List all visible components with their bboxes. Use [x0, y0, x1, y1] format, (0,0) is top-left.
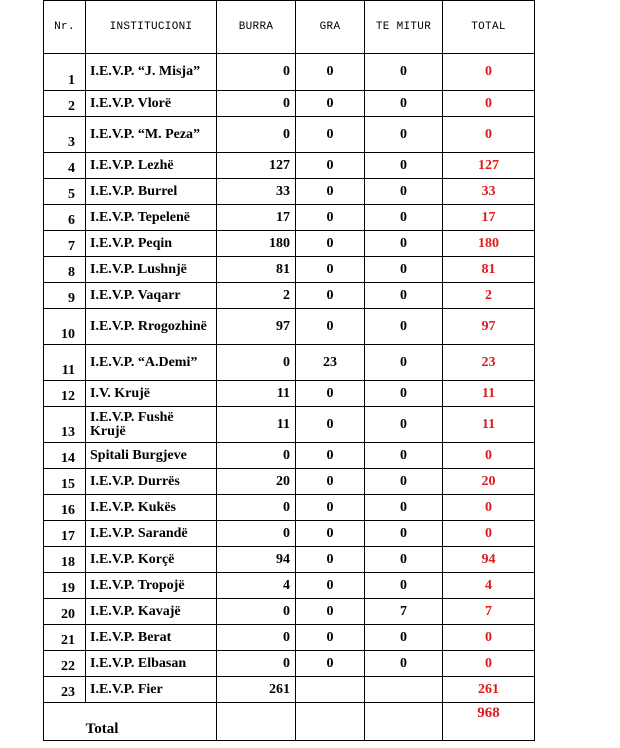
- row-number: 12: [44, 381, 86, 407]
- table-row: [44, 521, 535, 547]
- institution-name: I.E.V.P. Tepelenë: [86, 205, 217, 231]
- row-number: 17: [44, 521, 86, 547]
- table-row: [44, 257, 535, 283]
- total-value: 81: [443, 257, 535, 283]
- table-row: [44, 117, 535, 153]
- gra-value: 0: [296, 117, 365, 153]
- institution-name: I.E.V.P. Elbasan: [86, 651, 217, 677]
- institution-name: I.E.V.P. Peqin: [86, 231, 217, 257]
- table-row: [44, 91, 535, 117]
- row-number: 9: [44, 283, 86, 309]
- row-number: 3: [44, 117, 86, 153]
- total-value: 261: [443, 677, 535, 703]
- row-number: 21: [44, 625, 86, 651]
- header-gra: GRA: [296, 1, 365, 54]
- burra-value: 2: [217, 283, 296, 309]
- row-number: 19: [44, 573, 86, 599]
- row-number: 16: [44, 495, 86, 521]
- burra-value: 11: [217, 407, 296, 443]
- gra-value: 0: [296, 283, 365, 309]
- table-header-row: [44, 1, 535, 54]
- row-number: 1: [44, 54, 86, 91]
- te-mitur-value: [365, 677, 443, 703]
- table-row: [44, 495, 535, 521]
- burra-value: 180: [217, 231, 296, 257]
- total-value: 7: [443, 599, 535, 625]
- burra-value: 11: [217, 381, 296, 407]
- institution-name: I.E.V.P. Lushnjë: [86, 257, 217, 283]
- header-nr: Nr.: [44, 1, 86, 54]
- total-value: 0: [443, 521, 535, 547]
- table-row: [44, 231, 535, 257]
- total-value: 2: [443, 283, 535, 309]
- table-row: [44, 625, 535, 651]
- table-row: [44, 283, 535, 309]
- total-value: 17: [443, 205, 535, 231]
- institution-name: I.V. Krujë: [86, 381, 217, 407]
- row-number: 13: [44, 407, 86, 443]
- gra-value: 0: [296, 205, 365, 231]
- total-value: 4: [443, 573, 535, 599]
- row-number: 8: [44, 257, 86, 283]
- institution-name: I.E.V.P. “A.Demi”: [86, 345, 217, 381]
- total-value: 180: [443, 231, 535, 257]
- te-mitur-value: 0: [365, 381, 443, 407]
- te-mitur-value: 0: [365, 521, 443, 547]
- gra-value: 0: [296, 547, 365, 573]
- table-row: [44, 153, 535, 179]
- total-value: 23: [443, 345, 535, 381]
- row-number: 20: [44, 599, 86, 625]
- te-mitur-value: 0: [365, 469, 443, 495]
- burra-value: 127: [217, 153, 296, 179]
- gra-value: 0: [296, 179, 365, 205]
- gra-value: 0: [296, 599, 365, 625]
- te-mitur-value: 0: [365, 651, 443, 677]
- gra-value: 0: [296, 469, 365, 495]
- total-value: 0: [443, 91, 535, 117]
- total-value: 0: [443, 117, 535, 153]
- te-mitur-value: 0: [365, 407, 443, 443]
- total-value: 97: [443, 309, 535, 345]
- row-number: 10: [44, 309, 86, 345]
- table-row: [44, 469, 535, 495]
- row-number: 23: [44, 677, 86, 703]
- burra-value: 0: [217, 54, 296, 91]
- table-row: [44, 381, 535, 407]
- row-number: 7: [44, 231, 86, 257]
- burra-value: 33: [217, 179, 296, 205]
- institution-name: I.E.V.P. Kukës: [86, 495, 217, 521]
- footer-gra-empty: [296, 703, 365, 741]
- table-row: [44, 54, 535, 91]
- burra-value: 17: [217, 205, 296, 231]
- institution-name: I.E.V.P. “J. Misja”: [86, 54, 217, 91]
- institution-name: I.E.V.P. Korçë: [86, 547, 217, 573]
- total-value: 0: [443, 495, 535, 521]
- te-mitur-value: 0: [365, 179, 443, 205]
- burra-value: 0: [217, 521, 296, 547]
- burra-value: 0: [217, 91, 296, 117]
- gra-value: 0: [296, 573, 365, 599]
- institution-name: I.E.V.P. Kavajë: [86, 599, 217, 625]
- header-institucioni: INSTITUCIONI: [86, 1, 217, 54]
- institution-name: I.E.V.P. Rrogozhinë: [86, 309, 217, 345]
- institution-name: I.E.V.P. Berat: [86, 625, 217, 651]
- institution-name: I.E.V.P. “M. Peza”: [86, 117, 217, 153]
- total-value: 0: [443, 625, 535, 651]
- document-page: [43, 0, 534, 741]
- row-number: 5: [44, 179, 86, 205]
- row-number: 2: [44, 91, 86, 117]
- total-value: 11: [443, 381, 535, 407]
- burra-value: 0: [217, 117, 296, 153]
- burra-value: 94: [217, 547, 296, 573]
- te-mitur-value: 7: [365, 599, 443, 625]
- institution-name: I.E.V.P. Durrës: [86, 469, 217, 495]
- row-number: 18: [44, 547, 86, 573]
- gra-value: 0: [296, 651, 365, 677]
- te-mitur-value: 0: [365, 91, 443, 117]
- burra-value: 0: [217, 599, 296, 625]
- burra-value: 97: [217, 309, 296, 345]
- table-row: [44, 179, 535, 205]
- gra-value: 0: [296, 381, 365, 407]
- table-row: [44, 443, 535, 469]
- te-mitur-value: 0: [365, 54, 443, 91]
- table-row: [44, 599, 535, 625]
- gra-value: 0: [296, 309, 365, 345]
- gra-value: 0: [296, 153, 365, 179]
- burra-value: 20: [217, 469, 296, 495]
- te-mitur-value: 0: [365, 547, 443, 573]
- te-mitur-value: 0: [365, 573, 443, 599]
- institution-name: I.E.V.P. Vaqarr: [86, 283, 217, 309]
- institutions-table: [43, 0, 535, 741]
- te-mitur-value: 0: [365, 117, 443, 153]
- burra-value: 0: [217, 495, 296, 521]
- gra-value: 0: [296, 443, 365, 469]
- gra-value: 0: [296, 495, 365, 521]
- total-value: 94: [443, 547, 535, 573]
- total-value: 20: [443, 469, 535, 495]
- table-row: [44, 573, 535, 599]
- institution-name: I.E.V.P. Tropojë: [86, 573, 217, 599]
- total-value: 11: [443, 407, 535, 443]
- gra-value: [296, 677, 365, 703]
- burra-value: 81: [217, 257, 296, 283]
- gra-value: 0: [296, 407, 365, 443]
- burra-value: 0: [217, 625, 296, 651]
- row-number: 15: [44, 469, 86, 495]
- te-mitur-value: 0: [365, 283, 443, 309]
- burra-value: 0: [217, 443, 296, 469]
- institution-name: I.E.V.P. Lezhë: [86, 153, 217, 179]
- te-mitur-value: 0: [365, 309, 443, 345]
- row-number: 4: [44, 153, 86, 179]
- row-number: 11: [44, 345, 86, 381]
- gra-value: 0: [296, 91, 365, 117]
- institution-name: I.E.V.P. Burrel: [86, 179, 217, 205]
- table-row: [44, 651, 535, 677]
- gra-value: 0: [296, 257, 365, 283]
- table-row: [44, 205, 535, 231]
- burra-value: 4: [217, 573, 296, 599]
- total-label: Total: [44, 703, 217, 741]
- institution-name: I.E.V.P. Fier: [86, 677, 217, 703]
- gra-value: 0: [296, 54, 365, 91]
- te-mitur-value: 0: [365, 153, 443, 179]
- row-number: 22: [44, 651, 86, 677]
- te-mitur-value: 0: [365, 205, 443, 231]
- burra-value: 261: [217, 677, 296, 703]
- institution-name: I.E.V.P. Sarandë: [86, 521, 217, 547]
- total-value: 0: [443, 54, 535, 91]
- gra-value: 0: [296, 231, 365, 257]
- grand-total: 968: [443, 703, 535, 741]
- burra-value: 0: [217, 345, 296, 381]
- table-row: [44, 407, 535, 443]
- table-footer-row: [44, 703, 535, 741]
- table-row: [44, 309, 535, 345]
- te-mitur-value: 0: [365, 495, 443, 521]
- table-body: [44, 54, 535, 703]
- total-value: 127: [443, 153, 535, 179]
- total-value: 33: [443, 179, 535, 205]
- table-row: [44, 677, 535, 703]
- institution-name: I.E.V.P. Fushë Krujë: [86, 407, 217, 443]
- gra-value: 23: [296, 345, 365, 381]
- institution-name: I.E.V.P. Vlorë: [86, 91, 217, 117]
- burra-value: 0: [217, 651, 296, 677]
- header-te-mitur: TE MITUR: [365, 1, 443, 54]
- gra-value: 0: [296, 521, 365, 547]
- total-value: 0: [443, 443, 535, 469]
- table-row: [44, 345, 535, 381]
- header-burra: BURRA: [217, 1, 296, 54]
- row-number: 14: [44, 443, 86, 469]
- total-value: 0: [443, 651, 535, 677]
- te-mitur-value: 0: [365, 231, 443, 257]
- header-total: TOTAL: [443, 1, 535, 54]
- institution-name: Spitali Burgjeve: [86, 443, 217, 469]
- table-row: [44, 547, 535, 573]
- row-number: 6: [44, 205, 86, 231]
- te-mitur-value: 0: [365, 345, 443, 381]
- te-mitur-value: 0: [365, 625, 443, 651]
- footer-te-mitur-empty: [365, 703, 443, 741]
- footer-burra-empty: [217, 703, 296, 741]
- te-mitur-value: 0: [365, 257, 443, 283]
- te-mitur-value: 0: [365, 443, 443, 469]
- gra-value: 0: [296, 625, 365, 651]
